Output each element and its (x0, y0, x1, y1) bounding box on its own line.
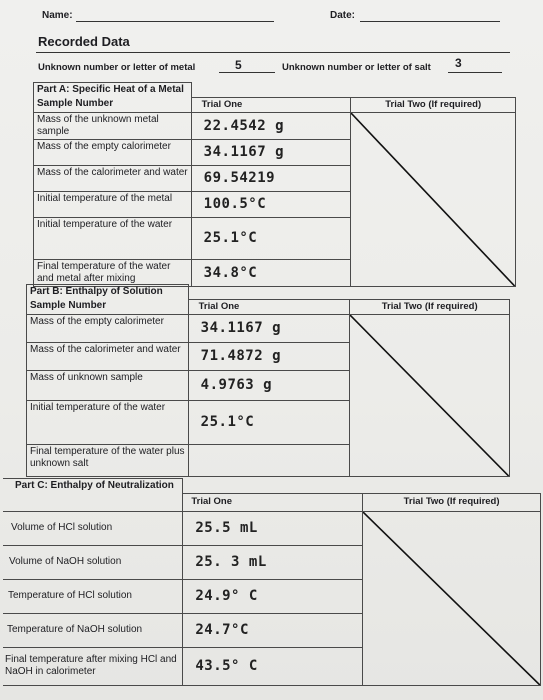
part-c-row-label: Volume of HCl solution (3, 511, 183, 545)
date-label: Date: (330, 10, 356, 21)
part-b-row-value[interactable]: 34.1167 g (188, 314, 350, 342)
part-c-row-value[interactable]: 24.7°C (183, 613, 363, 647)
part-c-row-value[interactable]: 24.9° C (183, 579, 363, 613)
part-b-row-label: Mass of the calorimeter and water (27, 342, 189, 370)
part-a-row-value[interactable]: 34.1167 g (191, 139, 351, 165)
part-b-strike-line (350, 315, 509, 476)
part-c-row-label: Temperature of HCl solution (3, 579, 183, 613)
part-b-trial-two-cell[interactable] (350, 314, 510, 476)
part-a-trial-two-cell[interactable] (351, 112, 516, 286)
part-c-row-value[interactable]: 43.5° C (183, 647, 363, 685)
unknown-salt-value: 3 (455, 56, 462, 70)
part-b-row-value[interactable]: 4.9763 g (188, 370, 350, 400)
part-a-row-value[interactable]: 34.8°C (191, 259, 351, 286)
unknown-metal-value: 5 (235, 58, 242, 72)
name-field[interactable] (76, 21, 274, 22)
part-c-title: Part C: Enthalpy of Neutralization (3, 479, 183, 494)
part-c-row-label: Temperature of NaOH solution (3, 613, 183, 647)
part-b-row-label: Final temperature of the water plus unknown salt (27, 444, 189, 476)
part-c-table (3, 478, 541, 686)
part-a-row-label: Mass of the calorimeter and water (34, 165, 192, 191)
part-c-trial-two-header: Trial Two (If required) (363, 493, 541, 511)
date-field[interactable] (360, 21, 500, 22)
part-b-row-label: Initial temperature of the water (27, 400, 189, 444)
part-b-row-value[interactable]: 71.4872 g (188, 342, 350, 370)
part-c-row-label: Volume of NaOH solution (3, 545, 183, 579)
part-c-trial-one-header: Trial One (183, 493, 363, 511)
part-a-row-label: Initial temperature of the water (34, 217, 192, 259)
part-b-row-label: Mass of unknown sample (27, 370, 189, 400)
part-a-row-value[interactable]: 100.5°C (191, 191, 351, 217)
unknown-salt-field[interactable] (448, 72, 502, 73)
part-b-table (26, 284, 510, 477)
part-a-row-value[interactable]: 22.4542 g (191, 112, 351, 139)
page-title: Recorded Data (38, 34, 130, 49)
part-b-row-value[interactable]: 25.1°C (188, 400, 350, 444)
part-b-row-label: Mass of the empty calorimeter (27, 314, 189, 342)
part-a-strike-line (351, 113, 515, 286)
title-rule (36, 52, 510, 53)
part-c-row-value[interactable]: 25.5 mL (183, 511, 363, 545)
part-a-row-value[interactable]: 25.1°C (191, 217, 351, 259)
part-b-trial-one-header: Trial One (188, 299, 350, 314)
part-b-sample-header: Sample Number (27, 299, 189, 314)
part-a-trial-one-header: Trial One (191, 97, 351, 112)
part-a-title: Part A: Specific Heat of a Metal (34, 83, 192, 98)
part-a-row-label: Final temperature of the water and metal after mixing (34, 259, 192, 286)
unknown-metal-field[interactable] (219, 72, 275, 73)
part-a-sample-header: Sample Number (34, 97, 192, 112)
part-b-row-value[interactable] (188, 444, 350, 476)
part-a-row-label: Mass of the empty calorimeter (34, 139, 192, 165)
unknown-metal-label: Unknown number or letter of metal (38, 62, 196, 73)
part-a-trial-two-header: Trial Two (If required) (351, 97, 516, 112)
unknown-salt-label: Unknown number or letter of salt (282, 62, 431, 73)
part-c-row-value[interactable]: 25. 3 mL (183, 545, 363, 579)
part-c-trial-two-cell[interactable] (363, 511, 541, 685)
name-label: Name: (42, 10, 73, 21)
part-b-trial-two-header: Trial Two (If required) (350, 299, 510, 314)
part-a-row-label: Mass of the unknown metal sample (34, 112, 192, 139)
part-a-row-label: Initial temperature of the metal (34, 191, 192, 217)
part-a-table (33, 82, 516, 287)
part-b-title: Part B: Enthalpy of Solution (27, 285, 189, 300)
part-c-strike-line (363, 512, 540, 685)
part-a-row-value[interactable]: 69.54219 (191, 165, 351, 191)
part-c-row-label: Final temperature after mixing HCl and NaOH in calorimeter (3, 647, 183, 685)
